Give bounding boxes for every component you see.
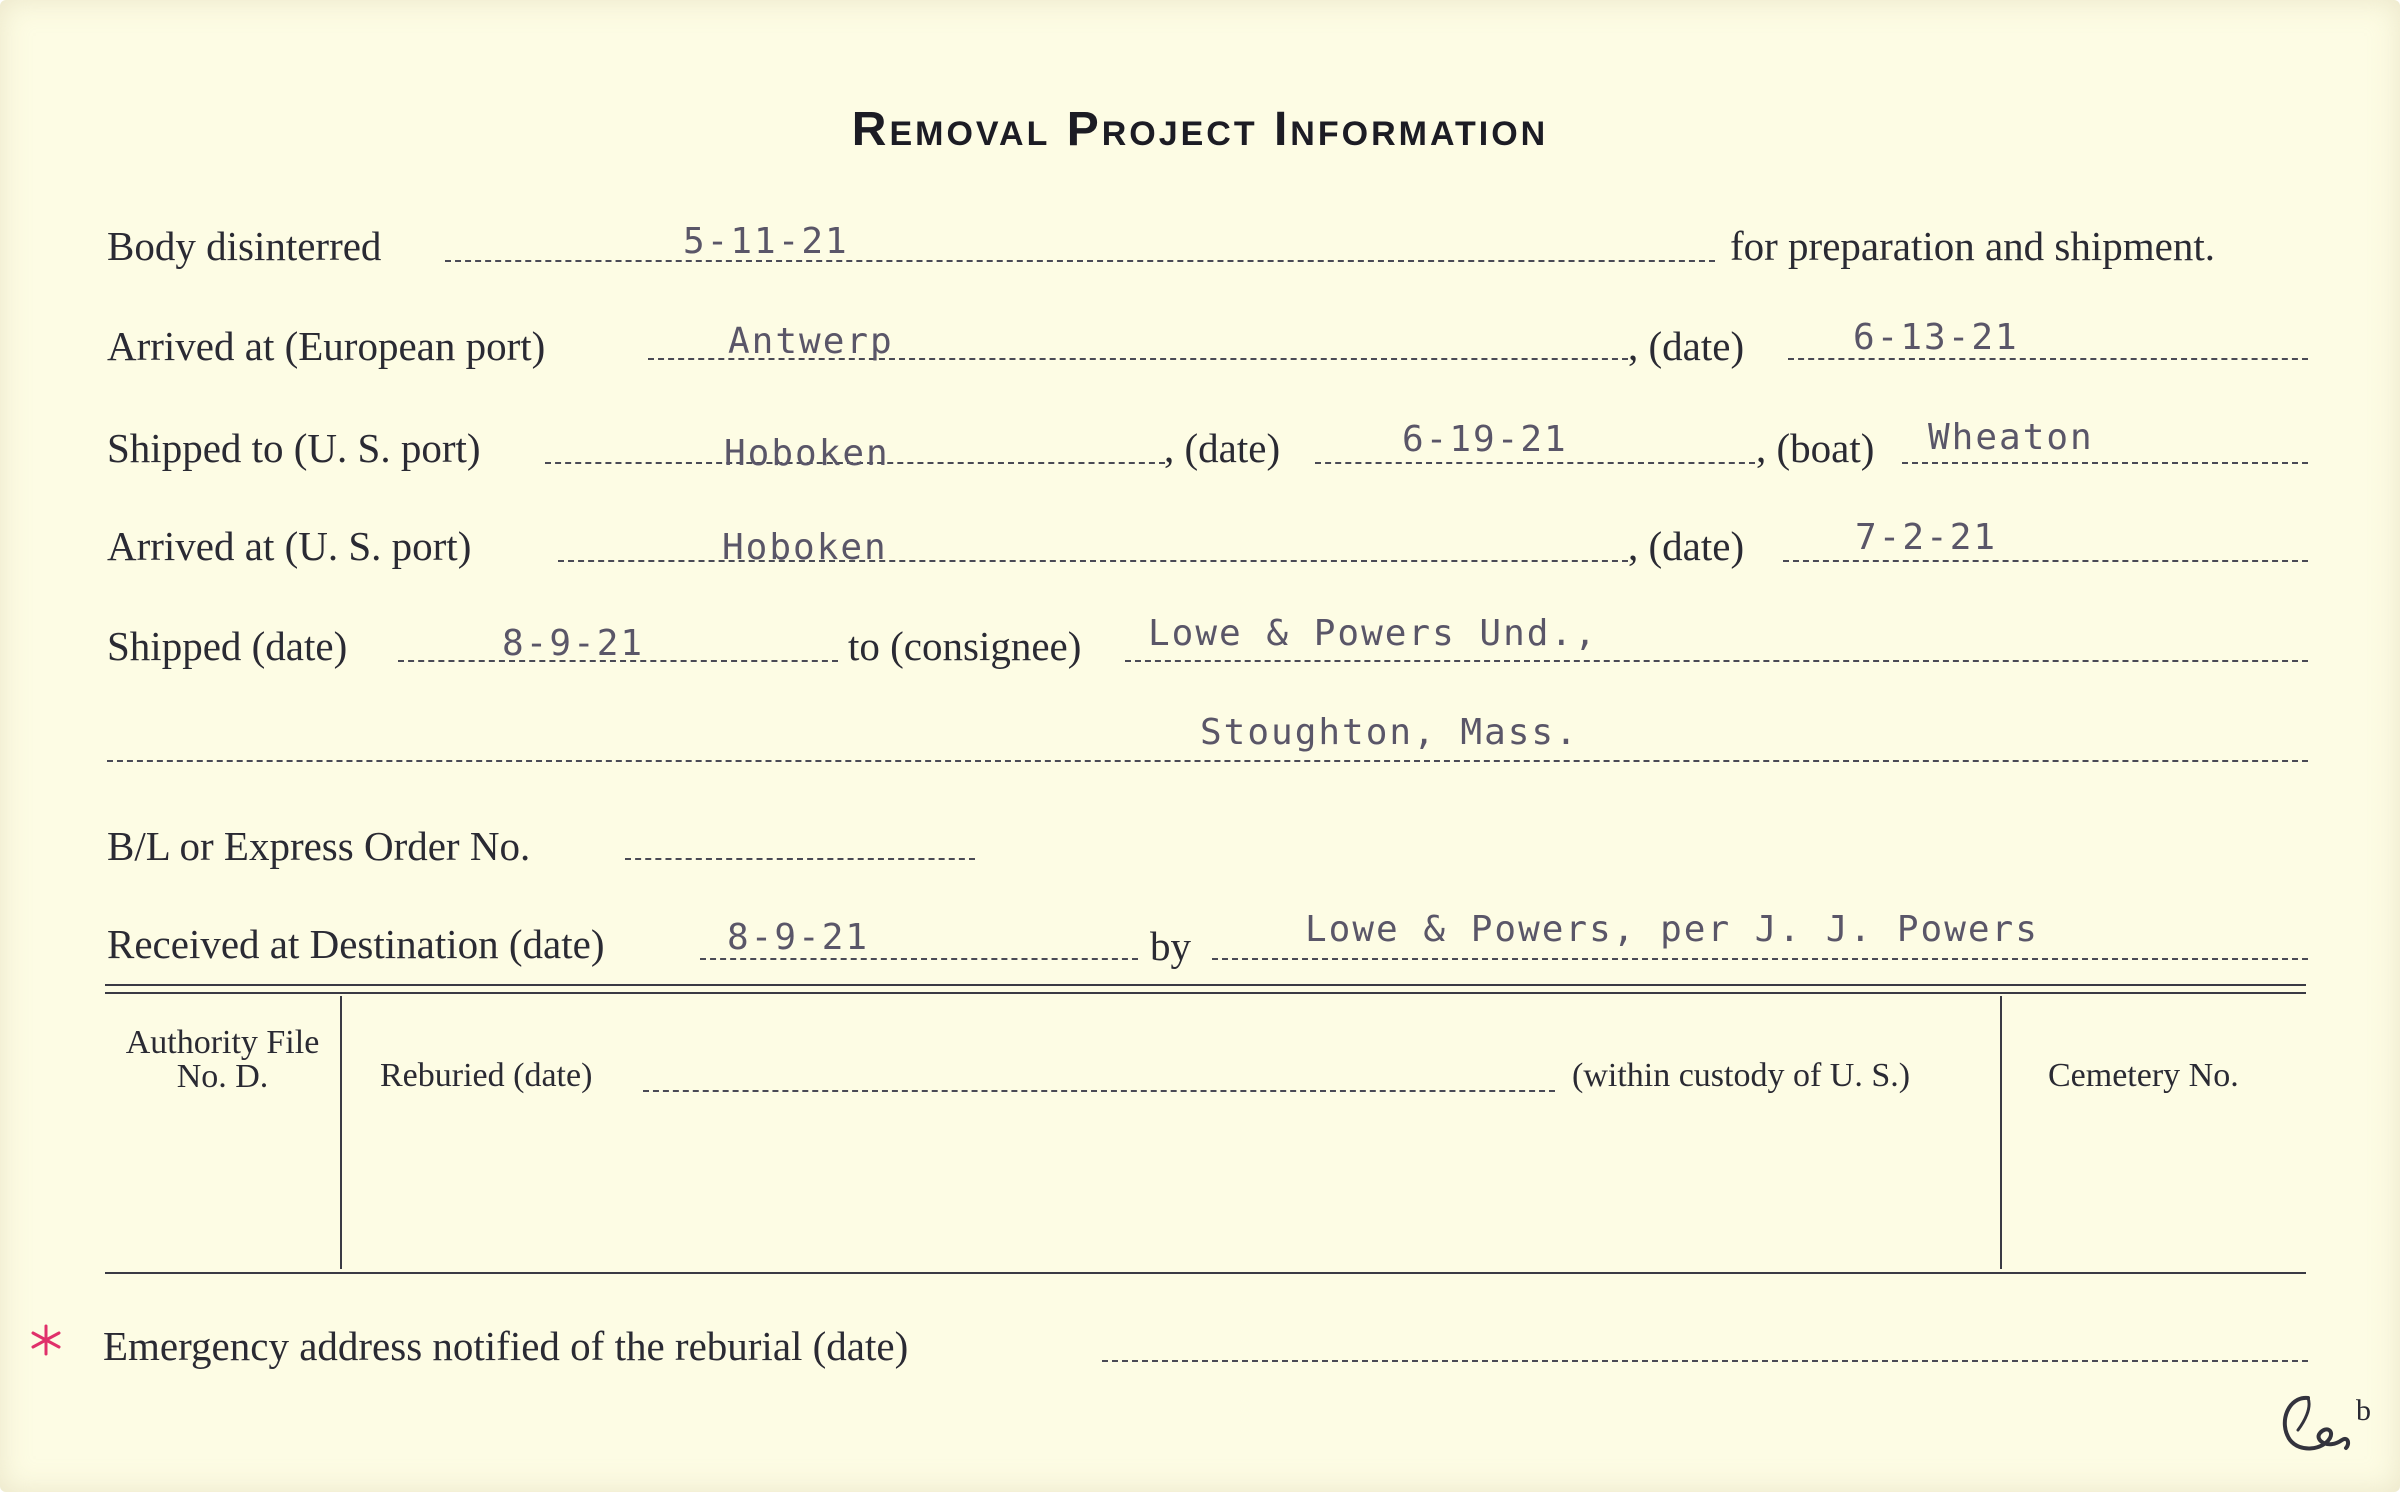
dotted-line xyxy=(643,1090,1555,1092)
reburied-date-label: Reburied (date) xyxy=(380,1057,593,1094)
preparation-shipment-label: for preparation and shipment. xyxy=(1730,223,2216,269)
custody-label: (within custody of U. S.) xyxy=(1572,1057,1911,1094)
dotted-line xyxy=(445,260,1715,262)
arrived-us-date-value: 7-2-21 xyxy=(1855,517,1998,558)
shipped-us-date-value: 6-19-21 xyxy=(1402,419,1568,460)
shipped-date-label: Shipped (date) xyxy=(107,623,348,669)
arrival-date-label: , (date) xyxy=(1628,323,1745,369)
european-port-value: Antwerp xyxy=(728,321,894,362)
dotted-line xyxy=(1102,1360,2308,1362)
table-bottom-rule xyxy=(105,1272,2306,1274)
dotted-line xyxy=(1315,462,1755,464)
red-asterisk-icon xyxy=(26,1320,66,1360)
dotted-line xyxy=(625,858,975,860)
dotted-line xyxy=(1212,958,2308,960)
dotted-line xyxy=(700,958,1138,960)
column-divider xyxy=(340,996,342,1269)
shipped-date-value: 8-9-21 xyxy=(502,623,645,664)
form-title: Removal Project Information xyxy=(851,103,1549,156)
dotted-line xyxy=(1125,660,2308,662)
consignee-address-value: Stoughton, Mass. xyxy=(1200,712,1579,753)
consignee-value: Lowe & Powers Und., xyxy=(1148,613,1598,654)
boat-label: , (boat) xyxy=(1756,425,1875,471)
table-top-rule xyxy=(105,992,2306,994)
body-disinterred-label: Body disinterred xyxy=(107,223,382,269)
arrived-us-port-label: Arrived at (U. S. port) xyxy=(107,523,472,569)
dotted-line xyxy=(558,560,1628,562)
cemetery-no-label: Cemetery No. xyxy=(2048,1057,2239,1094)
shipped-date-label: , (date) xyxy=(1164,425,1281,471)
received-by-value: Lowe & Powers, per J. J. Powers xyxy=(1305,909,2039,950)
dotted-line xyxy=(1783,560,2308,562)
dotted-line xyxy=(1788,358,2308,360)
bl-express-order-label: B/L or Express Order No. xyxy=(107,823,531,869)
arrived-european-port-label: Arrived at (European port) xyxy=(107,323,546,369)
dotted-line xyxy=(107,760,2308,762)
boat-value: Wheaton xyxy=(1928,417,2094,458)
corner-mark: b xyxy=(2356,1394,2371,1427)
table-top-rule xyxy=(105,984,2306,986)
emergency-address-label: Emergency address notified of the reburial (date) xyxy=(103,1323,909,1369)
us-port-value: Hoboken xyxy=(724,433,890,474)
dotted-line xyxy=(1902,462,2308,464)
disinterred-date-value: 5-11-21 xyxy=(683,221,849,262)
authority-file-label: Authority File No. D. xyxy=(125,1024,320,1095)
received-date-value: 8-9-21 xyxy=(727,917,870,958)
received-by-label: by xyxy=(1150,923,1191,969)
received-destination-label: Received at Destination (date) xyxy=(107,921,605,967)
shipped-us-port-label: Shipped to (U. S. port) xyxy=(107,425,481,471)
consignee-label: to (consignee) xyxy=(848,623,1082,669)
column-divider xyxy=(2000,996,2002,1269)
arrived-us-date-label: , (date) xyxy=(1628,523,1745,569)
european-arrival-date-value: 6-13-21 xyxy=(1853,317,2019,358)
arrived-us-port-value: Hoboken xyxy=(722,527,888,568)
